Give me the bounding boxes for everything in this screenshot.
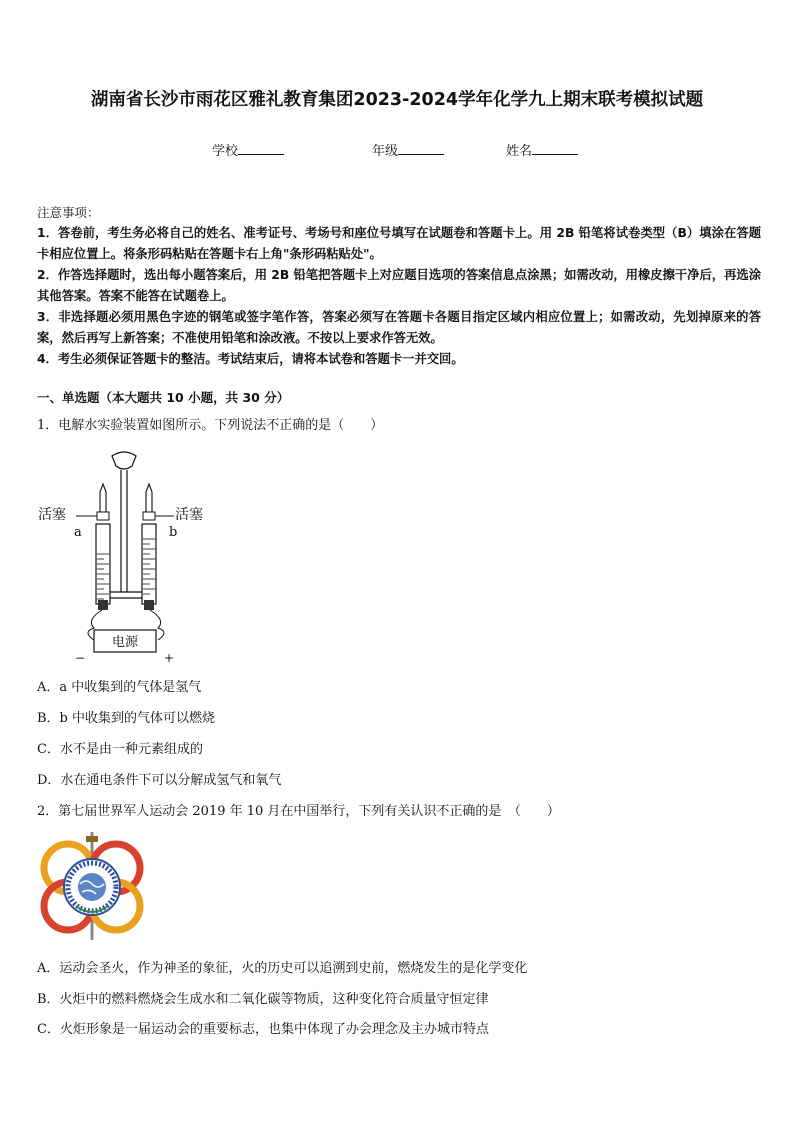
electrolysis-apparatus-figure xyxy=(36,444,216,666)
question-2-stem: 2．第七届世界军人运动会 2019 年 10 月在中国举行，下列有关认识不正确的是 （ ） xyxy=(37,804,560,819)
name-blank[interactable] xyxy=(532,141,578,155)
right-tube-tip xyxy=(146,484,152,516)
logo-sword-hilt xyxy=(86,836,98,842)
school-blank[interactable] xyxy=(238,141,284,155)
tube-a-label: a xyxy=(74,525,82,540)
logo-globe xyxy=(78,873,106,901)
tube-b-label: b xyxy=(169,525,178,540)
name-field[interactable] xyxy=(506,140,578,159)
left-tube-liquid xyxy=(97,554,109,599)
left-valve-label: 活塞 xyxy=(38,507,66,523)
question-1-stem: 1．电解水实验装置如图所示。下列说法不正确的是（ ） xyxy=(37,418,384,433)
right-valve xyxy=(143,512,155,520)
plus-terminal-label: + xyxy=(164,651,175,665)
notes-item-3: 3．非选择题必须用黑色字迹的钢笔或签字笔作答，答案必须写在答题卡各题目指定区域内相应位置上；如需改动，先划掉原来的答案，然后再写上新答案；不准使用铅笔和涂改液。不按以上要求作答无效。 xyxy=(37,310,761,345)
right-valve-label: 活塞 xyxy=(175,507,203,523)
name-label: 姓名 xyxy=(506,144,533,159)
minus-terminal-label: − xyxy=(75,651,86,665)
left-electrode xyxy=(98,600,108,610)
power-label: 电源 xyxy=(111,635,139,650)
funnel-shape xyxy=(112,452,136,469)
military-games-logo xyxy=(36,830,148,942)
notes-item-1: 1．答卷前，考生务必将自己的姓名、准考证号、考场号和座位号填写在试题卷和答题卡上。用 2B 铅笔将试卷类型（B）填涂在答题卡相应位置上。将条形码粘贴在答题卡右上角"条形码粘贴处"。 xyxy=(37,226,761,261)
q1-option-d[interactable]: D．水在通电条件下可以分解成氢气和氧气 xyxy=(37,773,282,788)
student-info-row xyxy=(0,140,794,160)
q2-option-a[interactable]: A．运动会圣火，作为神圣的象征，火的历史可以追溯到史前，燃烧发生的是化学变化 xyxy=(37,961,528,976)
q1-option-a[interactable]: A．a 中收集到的气体是氢气 xyxy=(37,680,202,695)
q1-option-b[interactable]: B．b 中收集到的气体可以燃烧 xyxy=(37,711,216,726)
grade-field[interactable] xyxy=(372,140,444,159)
section-heading: 一、单选题（本大题共 10 小题，共 30 分） xyxy=(37,390,290,405)
q2-option-b[interactable]: B．火炬中的燃料燃烧会生成水和二氧化碳等物质，这种变化符合质量守恒定律 xyxy=(37,992,489,1007)
notes-item-4: 4．考生必须保证答题卡的整洁。考试结束后，请将本试卷和答题卡一并交回。 xyxy=(37,352,464,366)
left-tube-tip xyxy=(100,484,106,516)
notes-heading: 注意事项： xyxy=(37,205,100,220)
notes-item-2: 2．作答选择题时，选出每小题答案后，用 2B 铅笔把答题卡上对应题目选项的答案信息点涂黑；如需改动，用橡皮擦干净后，再选涂其他答案。答案不能答在试题卷上。 xyxy=(37,268,761,303)
q1-option-c[interactable]: C．水不是由一种元素组成的 xyxy=(37,742,203,757)
exam-notes xyxy=(37,202,761,370)
connecting-tube xyxy=(110,592,142,598)
grade-label: 年级 xyxy=(372,144,399,159)
right-electrode xyxy=(144,600,154,610)
q2-option-c[interactable]: C．火炬形象是一届运动会的重要标志，也集中体现了办会理念及主办城市特点 xyxy=(37,1022,489,1037)
page-title: 湖南省长沙市雨花区雅礼教育集团2023-2024学年化学九上期末联考模拟试题 xyxy=(90,90,704,110)
school-label: 学校 xyxy=(212,144,239,159)
left-valve xyxy=(97,512,109,520)
grade-blank[interactable] xyxy=(398,141,444,155)
school-field[interactable] xyxy=(212,140,284,159)
right-tube-liquid xyxy=(143,539,155,594)
